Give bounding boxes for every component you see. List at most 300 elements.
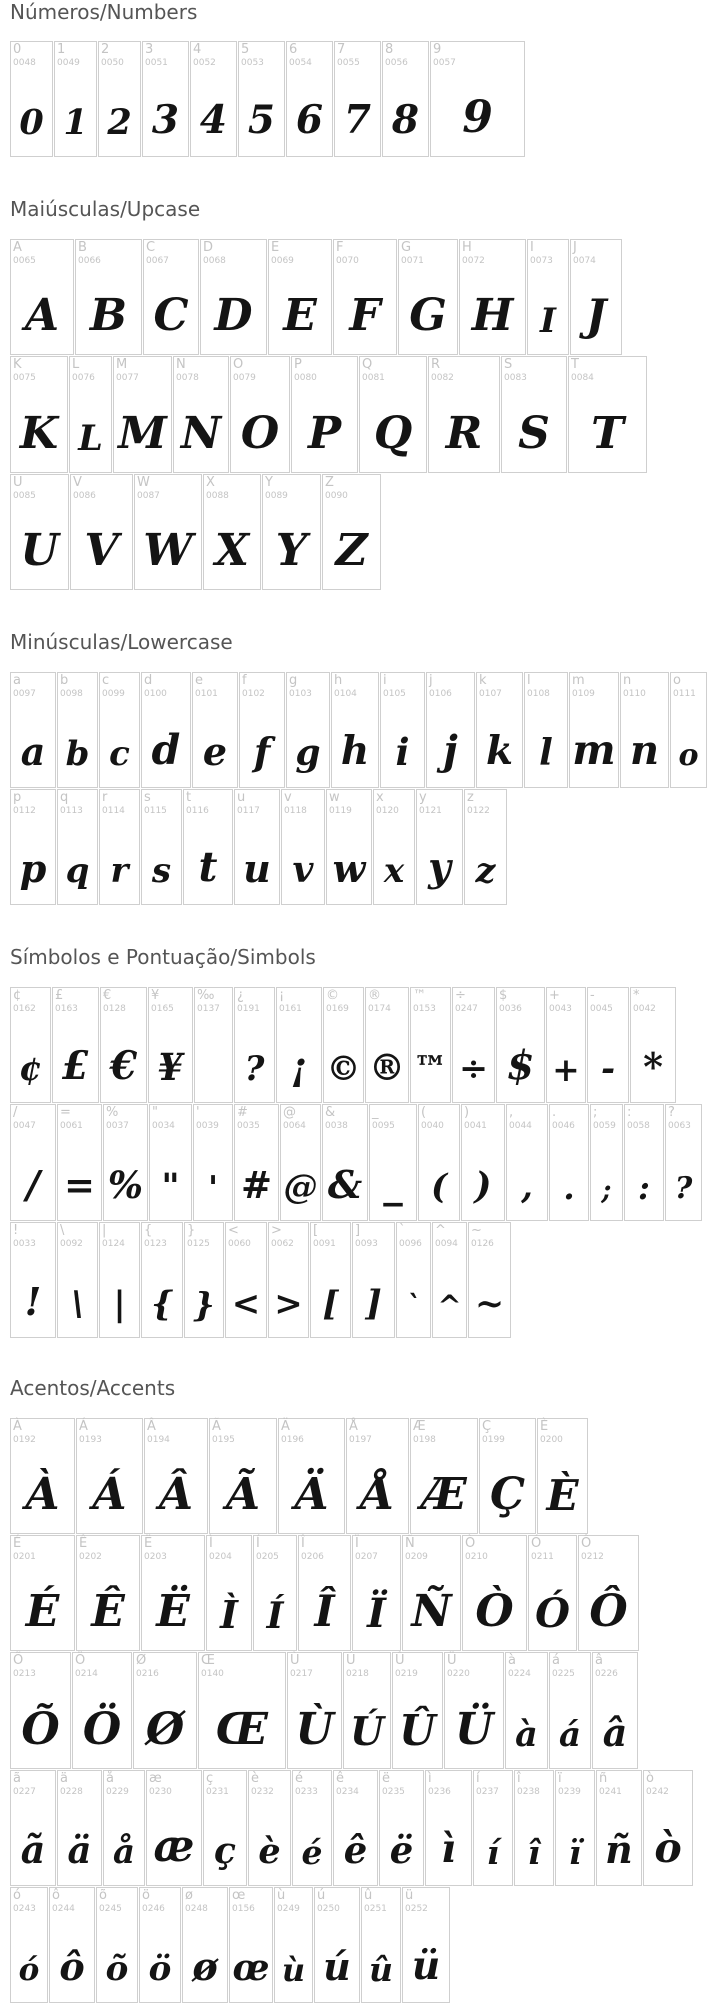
glyph-cell-0224 <box>505 1652 548 1769</box>
glyph-code: 0121 <box>419 806 442 816</box>
glyph-cell-0095 <box>369 1104 417 1221</box>
glyph-sample: ~ <box>474 1283 505 1325</box>
section-title-simbolos-e-pontuacao-simbols: Símbolos e Pontuação/Simbols <box>10 945 316 969</box>
glyph-label: ® <box>368 988 381 1003</box>
glyph-code: 0192 <box>13 1435 36 1445</box>
glyph-sample: û <box>369 1950 393 1990</box>
glyph-cell-0116 <box>183 789 233 905</box>
glyph-sample: © <box>326 1049 361 1090</box>
glyph-code: 0065 <box>13 256 36 266</box>
glyph-cell-0086 <box>70 474 133 590</box>
glyph-code: 0218 <box>346 1669 369 1679</box>
glyph-code: 0196 <box>281 1435 304 1445</box>
glyph-cell-0073 <box>527 239 569 355</box>
glyph-label: ^ <box>435 1223 446 1238</box>
glyph-cell-0241 <box>596 1770 642 1886</box>
section-title-maiusculas-upcase: Maiúsculas/Upcase <box>10 197 201 221</box>
glyph-sample: y <box>428 845 451 892</box>
glyph-label: õ <box>99 1888 107 1903</box>
glyph-cell-0078 <box>173 356 229 473</box>
glyph-sample: l <box>539 732 553 775</box>
glyph-cell-0036 <box>496 987 545 1103</box>
glyph-code: 0075 <box>13 373 36 383</box>
glyph-sample: K <box>19 407 59 459</box>
glyph-sample: # <box>240 1162 272 1207</box>
glyph-code: 0191 <box>237 1004 260 1014</box>
glyph-label: # <box>237 1105 248 1120</box>
glyph-label: M <box>116 357 128 372</box>
glyph-code: 0201 <box>13 1552 36 1562</box>
glyph-label: W <box>137 475 150 490</box>
glyph-label: K <box>13 357 22 372</box>
glyph-sample: ] <box>365 1283 382 1325</box>
glyph-cell-0229 <box>103 1770 145 1886</box>
glyph-cell-0230 <box>146 1770 202 1886</box>
glyph-cell-0050 <box>98 41 141 157</box>
glyph-sample: U <box>20 525 59 577</box>
glyph-cell-0121 <box>416 789 463 905</box>
glyph-sample: L <box>78 417 103 459</box>
glyph-sample: Ê <box>91 1586 125 1638</box>
glyph-code: 0174 <box>368 1004 391 1014</box>
glyph-label: ‰ <box>197 988 215 1003</box>
glyph-code: 0055 <box>337 58 360 68</box>
glyph-label: ? <box>668 1105 675 1120</box>
glyph-cell-0128 <box>100 987 147 1103</box>
glyph-cell-0231 <box>203 1770 247 1886</box>
glyph-sample: j <box>443 727 458 775</box>
glyph-label: ! <box>13 1223 19 1238</box>
glyph-code: 0097 <box>13 689 36 699</box>
glyph-sample: , <box>521 1166 533 1207</box>
glyph-cell-0217 <box>287 1652 342 1769</box>
glyph-label: 3 <box>145 42 154 57</box>
glyph-cell-0220 <box>444 1652 504 1769</box>
glyph-code: 0033 <box>13 1239 36 1249</box>
glyph-cell-0201 <box>10 1535 75 1651</box>
glyph-code: 0041 <box>464 1121 487 1131</box>
glyph-sample: ! <box>24 1279 42 1325</box>
glyph-code: 0079 <box>233 373 256 383</box>
glyph-code: 0037 <box>106 1121 129 1131</box>
glyph-sample: t <box>198 843 218 892</box>
glyph-code: 0119 <box>329 806 352 816</box>
glyph-code: 0060 <box>228 1239 251 1249</box>
glyph-sample: o <box>678 738 699 774</box>
glyph-sample: s <box>151 851 172 892</box>
glyph-cell-0048 <box>10 41 53 157</box>
glyph-sample: œ <box>232 1947 270 1990</box>
glyph-cell-0194 <box>144 1418 208 1534</box>
glyph-cell-0165 <box>148 987 193 1103</box>
glyph-code: 0199 <box>482 1435 505 1445</box>
glyph-sample: 8 <box>391 97 420 144</box>
glyph-label: Û <box>395 1653 405 1668</box>
glyph-code: 0250 <box>317 1904 340 1914</box>
glyph-code: 0207 <box>355 1552 378 1562</box>
glyph-label: 4 <box>193 42 202 57</box>
glyph-sample: ï <box>568 1833 582 1873</box>
glyph-cell-0108 <box>524 672 568 788</box>
glyph-sample: Ó <box>535 1590 570 1638</box>
glyph-cell-0124 <box>99 1222 140 1338</box>
glyph-cell-0212 <box>578 1535 639 1651</box>
glyph-code: 0244 <box>52 1904 75 1914</box>
glyph-label: é <box>295 1771 303 1786</box>
glyph-cell-0106 <box>426 672 475 788</box>
glyph-label: Ã <box>212 1419 221 1434</box>
glyph-sample: Æ <box>421 1469 467 1521</box>
glyph-label: Ú <box>346 1653 356 1668</box>
glyph-sample: N <box>180 407 222 459</box>
glyph-cell-0243 <box>10 1887 48 2003</box>
glyph-cell-0205 <box>253 1535 297 1651</box>
glyph-label: ú <box>317 1888 326 1903</box>
glyph-code: 0204 <box>209 1552 232 1562</box>
glyph-cell-0214 <box>72 1652 132 1769</box>
glyph-sample: ™ <box>413 1049 448 1090</box>
glyph-cell-0203 <box>141 1535 205 1651</box>
glyph-cell-0153 <box>410 987 451 1103</box>
glyph-sample: c <box>109 734 130 775</box>
glyph-cell-0119 <box>326 789 372 905</box>
glyph-label: ï <box>558 1771 562 1786</box>
glyph-sample: u <box>243 846 271 892</box>
glyph-cell-0199 <box>479 1418 536 1534</box>
glyph-cell-0251 <box>361 1887 401 2003</box>
glyph-cell-0083 <box>501 356 567 473</box>
glyph-sample: k <box>485 728 514 775</box>
glyph-label: œ <box>232 1888 246 1903</box>
glyph-label: } <box>187 1223 196 1238</box>
glyph-sample: Ú <box>349 1708 384 1755</box>
glyph-cell-0118 <box>281 789 325 905</box>
glyph-label: î <box>517 1771 521 1786</box>
glyph-code: 0082 <box>431 373 454 383</box>
glyph-cell-0046 <box>549 1104 589 1221</box>
glyph-sample: 2 <box>107 102 132 144</box>
glyph-label: ì <box>428 1771 432 1786</box>
glyph-label: " <box>152 1105 158 1120</box>
glyph-sample: B <box>89 290 128 342</box>
glyph-code: 0053 <box>241 58 264 68</box>
glyph-sample: ¢ <box>18 1049 43 1090</box>
glyph-sample: ( <box>430 1166 448 1207</box>
glyph-sample: ? <box>244 1049 265 1090</box>
glyph-sample: Œ <box>216 1703 268 1755</box>
section-title-minusculas-lowercase: Minúsculas/Lowercase <box>10 630 233 654</box>
glyph-code: 0246 <box>142 1904 165 1914</box>
glyph-sample: 7 <box>343 97 372 144</box>
glyph-code: 0213 <box>13 1669 36 1679</box>
glyph-cell-0066 <box>75 239 142 355</box>
glyph-sample: Â <box>158 1469 194 1521</box>
glyph-cell-0103 <box>286 672 330 788</box>
glyph-code: 0044 <box>509 1121 532 1131</box>
glyph-label: * <box>633 988 640 1003</box>
glyph-code: 0035 <box>237 1121 260 1131</box>
glyph-label: N <box>176 357 186 372</box>
glyph-sample: € <box>109 1043 138 1090</box>
glyph-label: ö <box>142 1888 150 1903</box>
glyph-code: 0078 <box>176 373 199 383</box>
glyph-sample: ¡ <box>290 1044 308 1090</box>
glyph-label: S <box>504 357 513 372</box>
glyph-cell-0058 <box>624 1104 664 1221</box>
glyph-label: ò <box>646 1771 654 1786</box>
glyph-code: 0087 <box>137 491 160 501</box>
glyph-code: 0123 <box>144 1239 167 1249</box>
glyph-label: ' <box>196 1105 200 1120</box>
glyph-sample: T <box>591 407 624 459</box>
glyph-cell-0122 <box>464 789 507 905</box>
glyph-label: t <box>186 790 192 805</box>
glyph-label: V <box>73 475 82 490</box>
glyph-code: 0086 <box>73 491 96 501</box>
glyph-cell-0087 <box>134 474 202 590</box>
glyph-label: J <box>573 240 577 255</box>
glyph-cell-0235 <box>379 1770 424 1886</box>
glyph-code: 0109 <box>572 689 595 699</box>
glyph-code: 0234 <box>336 1787 359 1797</box>
glyph-code: 0236 <box>428 1787 451 1797</box>
glyph-cell-0213 <box>10 1652 71 1769</box>
glyph-sample: G <box>409 290 447 342</box>
glyph-code: 0111 <box>673 689 696 699</box>
glyph-label: / <box>13 1105 18 1120</box>
glyph-sample: ; <box>601 1174 612 1206</box>
glyph-label: ø <box>185 1888 193 1903</box>
glyph-cell-0211 <box>528 1535 577 1651</box>
glyph-cell-0123 <box>141 1222 183 1338</box>
glyph-label: ó <box>13 1888 21 1903</box>
glyph-sample: H <box>471 290 514 342</box>
glyph-label: ™ <box>413 988 426 1003</box>
glyph-label: > <box>271 1223 282 1238</box>
glyph-code: 0120 <box>376 806 399 816</box>
glyph-cell-0080 <box>291 356 358 473</box>
glyph-label: Ö <box>75 1653 86 1668</box>
glyph-label: H <box>462 240 472 255</box>
glyph-cell-0226 <box>592 1652 638 1769</box>
glyph-code: 0076 <box>72 373 95 383</box>
glyph-sample: ` <box>406 1289 421 1324</box>
glyph-cell-0107 <box>476 672 523 788</box>
glyph-cell-0077 <box>113 356 172 473</box>
glyph-label: % <box>106 1105 119 1120</box>
glyph-cell-0072 <box>459 239 526 355</box>
glyph-cell-0091 <box>310 1222 351 1338</box>
glyph-cell-0140 <box>198 1652 286 1769</box>
glyph-code: 0169 <box>326 1004 349 1014</box>
glyph-code: 0106 <box>429 689 452 699</box>
glyph-cell-0093 <box>352 1222 395 1338</box>
glyph-sample: â <box>602 1709 628 1755</box>
glyph-sample: ) <box>474 1164 492 1207</box>
glyph-label: m <box>572 673 585 688</box>
glyph-label: q <box>60 790 69 805</box>
glyph-sample: v <box>292 849 314 892</box>
glyph-code: 0153 <box>413 1004 436 1014</box>
glyph-label: 5 <box>241 42 250 57</box>
glyph-code: 0074 <box>573 256 596 266</box>
glyph-code: 0063 <box>668 1121 691 1131</box>
glyph-cell-0237 <box>473 1770 513 1886</box>
glyph-cell-0043 <box>546 987 586 1103</box>
glyph-label: Ê <box>79 1536 88 1551</box>
glyph-sample: i <box>395 730 410 775</box>
glyph-cell-0056 <box>382 41 429 157</box>
glyph-cell-0082 <box>428 356 500 473</box>
glyph-sample: É <box>25 1586 60 1638</box>
section-title-numeros-numbers: Números/Numbers <box>10 0 198 24</box>
glyph-cell-0049 <box>54 41 97 157</box>
glyph-code: 0212 <box>581 1552 604 1562</box>
glyph-label: Ù <box>290 1653 300 1668</box>
glyph-sample: " <box>161 1165 180 1207</box>
glyph-code: 0036 <box>499 1004 522 1014</box>
glyph-sample: | <box>113 1284 126 1325</box>
glyph-code: 0230 <box>149 1787 172 1797</box>
glyph-cell-0252 <box>402 1887 450 2003</box>
glyph-cell-0192 <box>10 1418 75 1534</box>
glyph-code: 0217 <box>290 1669 313 1679</box>
glyph-cell-0090 <box>322 474 381 590</box>
glyph-code: 0095 <box>372 1121 395 1131</box>
glyph-code: 0140 <box>201 1669 224 1679</box>
glyph-cell-0126 <box>468 1222 511 1338</box>
glyph-sample: í <box>486 1833 500 1873</box>
glyph-cell-0081 <box>359 356 427 473</box>
glyph-cell-0114 <box>99 789 140 905</box>
glyph-sample: e <box>202 729 228 775</box>
glyph-code: 0071 <box>401 256 424 266</box>
glyph-cell-0076 <box>69 356 112 473</box>
glyph-label: É <box>13 1536 22 1551</box>
glyph-label: ; <box>593 1105 598 1120</box>
glyph-code: 0099 <box>102 689 125 699</box>
glyph-code: 0093 <box>355 1239 378 1249</box>
glyph-cell-0047 <box>10 1104 56 1221</box>
glyph-label: B <box>78 240 87 255</box>
glyph-label: & <box>325 1105 336 1120</box>
glyph-code: 0210 <box>465 1552 488 1562</box>
glyph-label: £ <box>55 988 64 1003</box>
glyph-code: 0117 <box>237 806 260 816</box>
glyph-sample: _ <box>383 1160 403 1207</box>
glyph-cell-0112 <box>10 789 56 905</box>
glyph-cell-0064 <box>280 1104 321 1221</box>
glyph-cell-0191 <box>234 987 275 1103</box>
glyph-sample: = <box>63 1162 95 1207</box>
glyph-cell-0218 <box>343 1652 391 1769</box>
glyph-cell-0232 <box>248 1770 291 1886</box>
glyph-label: û <box>364 1888 373 1903</box>
glyph-cell-0249 <box>274 1887 313 2003</box>
glyph-cell-0069 <box>268 239 332 355</box>
glyph-label: g <box>289 673 298 688</box>
glyph-label: l <box>527 673 531 688</box>
glyph-sample: \ <box>71 1284 84 1325</box>
glyph-label: Œ <box>201 1653 215 1668</box>
glyph-code: 0193 <box>79 1435 102 1445</box>
glyph-code: 0105 <box>383 689 406 699</box>
glyph-code: 0206 <box>301 1552 324 1562</box>
glyph-code: 0226 <box>595 1669 618 1679</box>
glyph-cell-0239 <box>555 1770 595 1886</box>
glyph-sample: ù <box>281 1951 306 1990</box>
glyph-sample: O <box>240 407 280 459</box>
glyph-cell-0075 <box>10 356 68 473</box>
glyph-cell-0102 <box>239 672 285 788</box>
glyph-code: 0245 <box>99 1904 122 1914</box>
glyph-cell-0206 <box>298 1535 351 1651</box>
glyph-label: Q <box>362 357 373 372</box>
glyph-cell-0109 <box>569 672 619 788</box>
glyph-code: 0072 <box>462 256 485 266</box>
glyph-sample: ü <box>411 1943 441 1990</box>
glyph-sample: @ <box>283 1166 318 1207</box>
glyph-label: + <box>549 988 560 1003</box>
glyph-label: ù <box>277 1888 286 1903</box>
glyph-sample: Í <box>266 1595 284 1638</box>
glyph-cell-0042 <box>630 987 676 1103</box>
glyph-sample: { <box>151 1284 173 1325</box>
glyph-code: 0040 <box>421 1121 444 1131</box>
glyph-code: 0047 <box>13 1121 36 1131</box>
glyph-code: 0052 <box>193 58 216 68</box>
glyph-label: ¥ <box>151 988 160 1003</box>
glyph-label: Ä <box>281 1419 290 1434</box>
glyph-cell-0068 <box>200 239 267 355</box>
glyph-label: v <box>284 790 292 805</box>
glyph-code: 0058 <box>627 1121 650 1131</box>
glyph-sample: 3 <box>151 97 180 144</box>
glyph-code: 0061 <box>60 1121 83 1131</box>
glyph-label: D <box>203 240 214 255</box>
glyph-sample: F <box>349 290 381 342</box>
glyph-code: 0069 <box>271 256 294 266</box>
glyph-cell-0099 <box>99 672 140 788</box>
glyph-label: j <box>429 673 433 688</box>
glyph-label: â <box>595 1653 603 1668</box>
glyph-sample: ø <box>192 1944 218 1990</box>
glyph-label: b <box>60 673 69 688</box>
glyph-label: 1 <box>57 42 66 57</box>
glyph-label: ô <box>52 1888 60 1903</box>
glyph-cell-0113 <box>57 789 98 905</box>
glyph-sample: ê <box>343 1828 368 1873</box>
glyph-code: 0092 <box>60 1239 83 1249</box>
glyph-cell-0084 <box>568 356 647 473</box>
glyph-label: ÷ <box>455 988 466 1003</box>
glyph-code: 0034 <box>152 1121 175 1131</box>
glyph-sample: E <box>283 290 317 342</box>
glyph-cell-0169 <box>323 987 364 1103</box>
glyph-label: è <box>251 1771 259 1786</box>
glyph-sample: g <box>295 732 321 775</box>
glyph-sample: Ñ <box>411 1586 452 1638</box>
glyph-label: ] <box>355 1223 361 1238</box>
glyph-code: 0112 <box>13 806 36 816</box>
glyph-label: Z <box>325 475 334 490</box>
glyph-label: à <box>508 1653 516 1668</box>
glyph-label: 6 <box>289 42 298 57</box>
glyph-sample: Á <box>92 1469 127 1521</box>
glyph-code: 0243 <box>13 1904 36 1914</box>
glyph-label: $ <box>499 988 508 1003</box>
glyph-cell-0051 <box>142 41 189 157</box>
